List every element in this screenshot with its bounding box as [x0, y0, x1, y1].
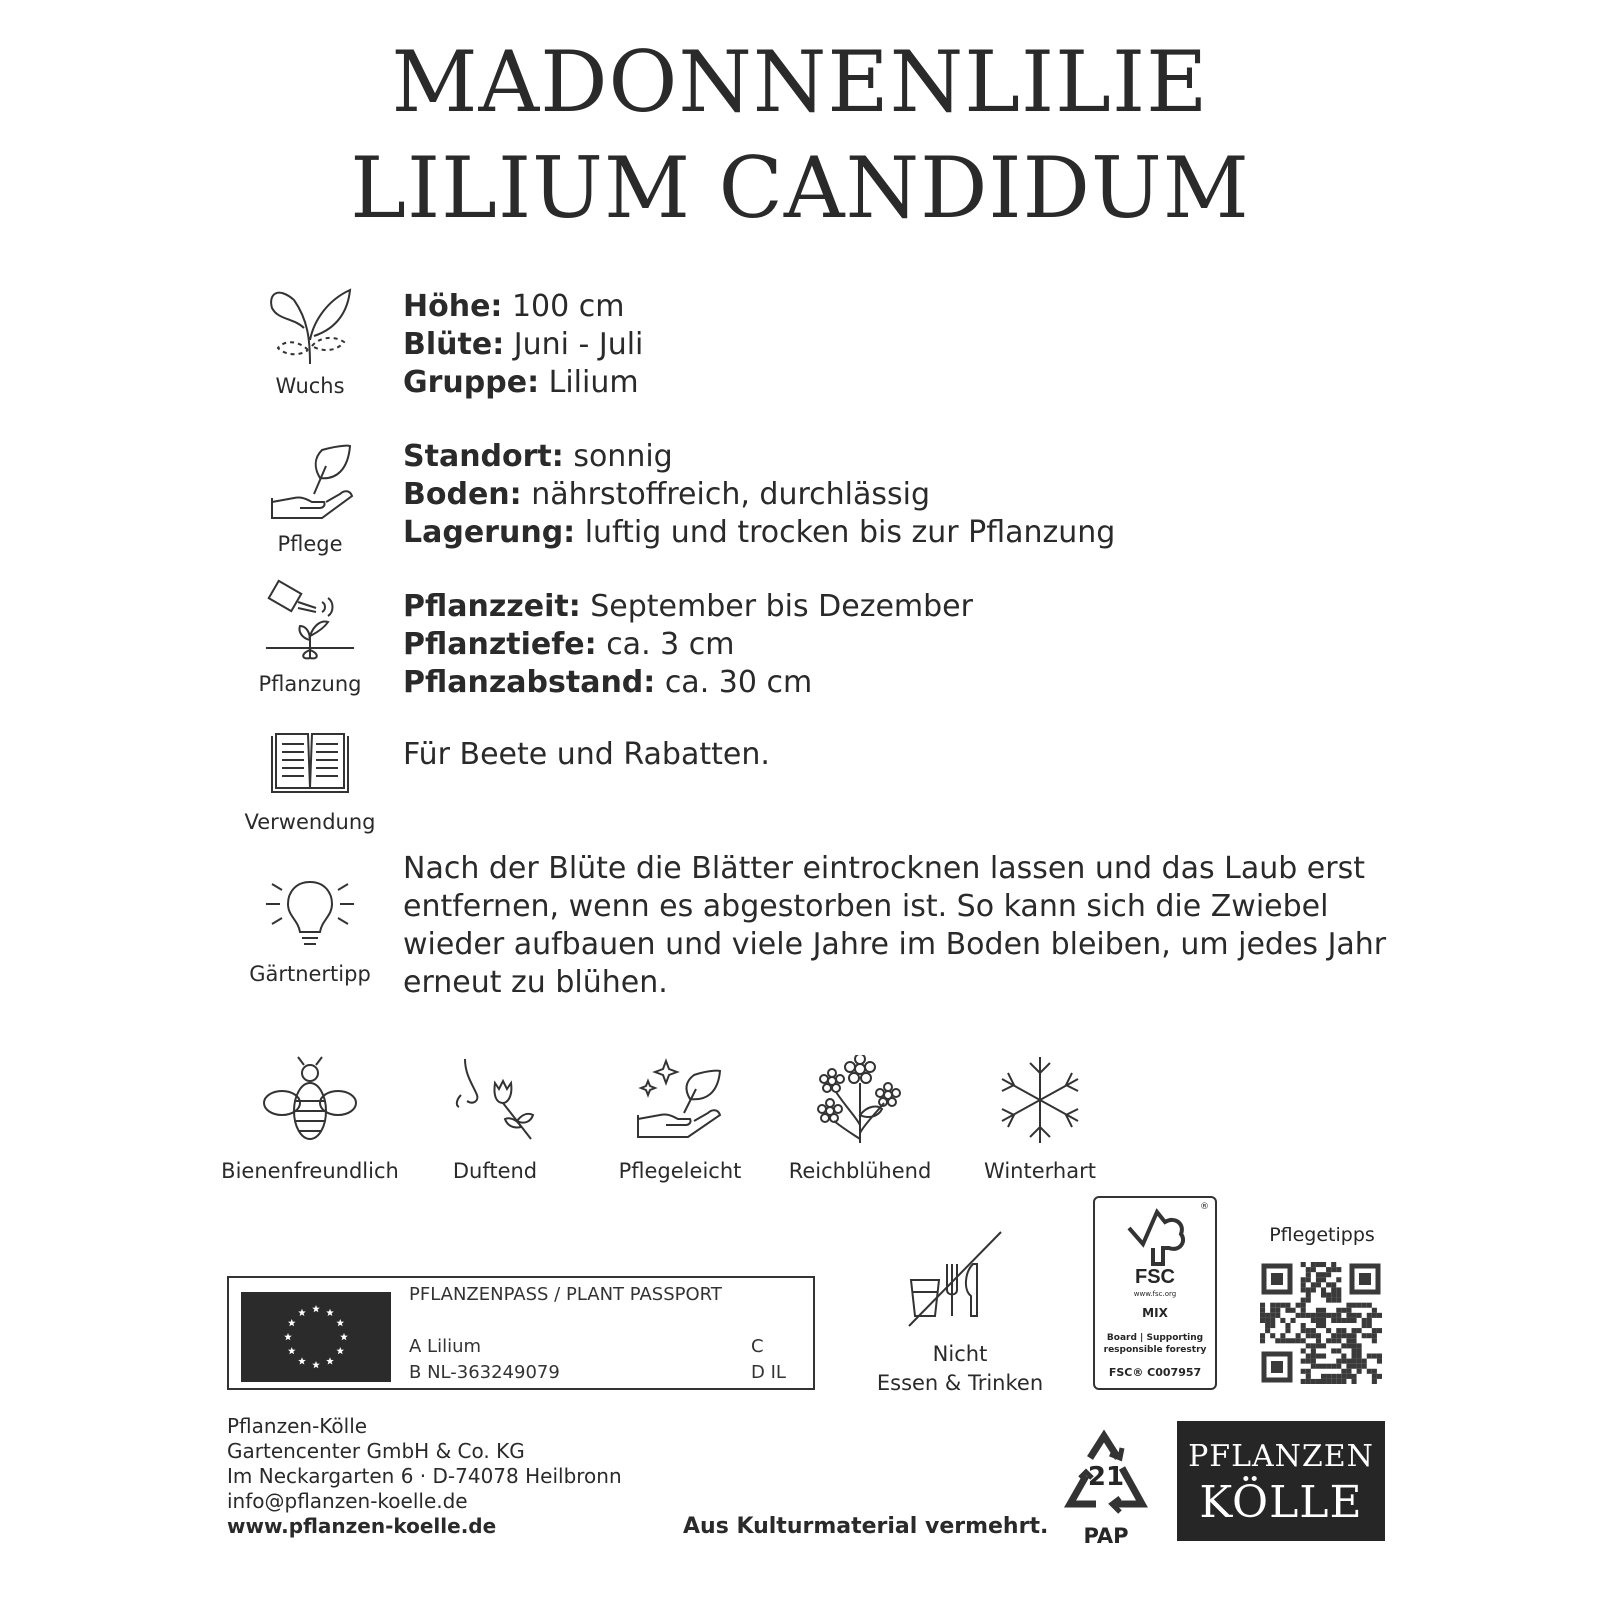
info-row-boden: Boden: nährstoffreich, durchlässig	[403, 477, 930, 512]
property-label: Reichblühend	[788, 1159, 932, 1183]
eu-star	[284, 1333, 292, 1340]
tipp-line-2: entfernen, wenn es abgestorben ist. So kann sich die Zwiebel	[403, 889, 1329, 924]
fsc-tree-icon	[1125, 1208, 1189, 1266]
recycle-number: 21	[1087, 1462, 1125, 1492]
passport-d: D IL	[751, 1362, 786, 1383]
nose-flower-icon	[447, 1055, 543, 1145]
eu-star	[340, 1333, 348, 1340]
property-winterhart	[945, 1055, 1135, 1183]
pflege-info	[403, 438, 1115, 552]
info-row-gruppe: Gruppe: Lilium	[403, 365, 639, 400]
qr-code-icon[interactable]	[1260, 1262, 1382, 1384]
hand-leaf-sparkle-icon	[632, 1055, 728, 1145]
property-label: Winterhart	[984, 1159, 1096, 1183]
wuchs-info	[403, 288, 643, 402]
property-label: Duftend	[452, 1159, 538, 1183]
eu-star	[312, 1305, 320, 1312]
property-label: Pflegeleicht	[618, 1159, 742, 1183]
passport-a: A Lilium	[409, 1336, 482, 1357]
eu-star	[336, 1319, 344, 1326]
info-row-pflanzzeit: Pflanzzeit: September bis Dezember	[403, 589, 973, 624]
info-row-lagerung: Lagerung: luftig und trocken bis zur Pflanzung	[403, 515, 1116, 550]
product-botanical-name: LILIUM CANDIDUM	[350, 139, 1250, 237]
plant-passport	[227, 1276, 815, 1390]
pflege-section-icon	[230, 440, 390, 556]
pflanzung-info	[403, 588, 973, 702]
fsc-label	[1093, 1196, 1217, 1390]
address-email[interactable]: info@pflanzen-koelle.de	[227, 1489, 468, 1513]
eu-star	[298, 1309, 306, 1316]
info-row-hoehe: Höhe: 100 cm	[403, 289, 625, 324]
passport-c: C	[751, 1336, 764, 1357]
passport-title: PFLANZENPASS / PLANT PASSPORT	[409, 1284, 722, 1305]
passport-b: B NL-363249079	[409, 1362, 560, 1383]
property-reichbluehend	[765, 1055, 955, 1183]
verwendung-text: Für Beete und Rabatten.	[403, 737, 770, 772]
tipp-line-4: erneut zu blühen.	[403, 965, 668, 1000]
bee-icon	[262, 1055, 358, 1145]
qr-label: Pflegetipps	[1269, 1224, 1375, 1246]
info-row-standort: Standort: sonnig	[403, 439, 673, 474]
tipp-line-1: Nach der Blüte die Blätter eintrocknen lassen und das Laub erst	[403, 851, 1365, 886]
wuchs-section-icon	[230, 280, 390, 398]
address-website[interactable]: www.pflanzen-koelle.de	[227, 1514, 497, 1538]
fsc-word: FSC	[1135, 1266, 1175, 1288]
tipp-label: Gärtnertipp	[249, 962, 371, 986]
address-line-1: Pflanzen-Kölle	[227, 1414, 368, 1438]
no-eat-drink-icon	[905, 1228, 1005, 1336]
address-line-3: Im Neckargarten 6 · D-74078 Heilbronn	[227, 1464, 622, 1488]
light-bulb-icon	[262, 876, 358, 952]
recycle-code: PAP	[1083, 1524, 1129, 1548]
recycling-icon	[1058, 1428, 1154, 1546]
tipp-info	[403, 850, 1386, 1002]
eu-star	[312, 1361, 320, 1368]
product-title: MADONNENLILIE	[391, 33, 1209, 131]
fsc-mix: MIX	[1142, 1306, 1168, 1320]
logo-line-2: KÖLLE	[1199, 1477, 1363, 1528]
verwendung-label: Verwendung	[244, 810, 376, 834]
property-pflegeleicht	[585, 1055, 775, 1183]
tipp-section-icon	[230, 876, 390, 986]
tipp-line-3: wieder aufbauen und viele Jahre im Boden bleiben, um jedes Jahr	[403, 927, 1387, 962]
pflanzung-label: Pflanzung	[258, 672, 362, 696]
eu-stars-icon	[241, 1292, 391, 1382]
eu-star	[326, 1357, 334, 1364]
address-line-2: Gartencenter GmbH & Co. KG	[227, 1439, 525, 1463]
fsc-code: FSC® C007957	[1108, 1366, 1202, 1379]
not-edible-label: Nicht Essen & Trinken	[876, 1342, 1044, 1395]
hand-leaf-icon	[264, 440, 356, 528]
info-row-pflanzabstand: Pflanzabstand: ca. 30 cm	[403, 665, 813, 700]
property-bienenfreundlich	[215, 1055, 405, 1183]
pflege-label: Pflege	[277, 532, 343, 556]
eu-star	[326, 1309, 334, 1316]
eu-star	[288, 1319, 296, 1326]
company-address	[227, 1414, 622, 1539]
info-row-pflanztiefe: Pflanztiefe: ca. 3 cm	[403, 627, 735, 662]
wuchs-label: Wuchs	[275, 374, 345, 398]
pflanzung-section-icon	[230, 578, 390, 696]
open-book-icon	[268, 730, 352, 800]
verwendung-info	[403, 736, 770, 774]
snowflake-icon	[992, 1055, 1088, 1145]
registered-mark: ®	[1200, 1202, 1209, 1212]
eu-flag-icon	[241, 1292, 391, 1382]
fsc-claim: Board | Supporting responsible forestry	[1103, 1333, 1207, 1355]
watering-can-icon	[262, 578, 358, 668]
property-duftend	[400, 1055, 590, 1183]
plant-leaves-icon	[264, 280, 356, 370]
flowers-icon	[812, 1055, 908, 1145]
eu-star	[298, 1357, 306, 1364]
brand-logo	[1177, 1421, 1385, 1541]
info-row-bluete: Blüte: Juni - Juli	[403, 327, 644, 362]
logo-line-1: PFLANZEN	[1188, 1439, 1374, 1474]
eu-star	[288, 1347, 296, 1354]
fsc-url: www.fsc.org	[1133, 1290, 1177, 1298]
cultivation-note: Aus Kulturmaterial vermehrt.	[683, 1514, 1049, 1539]
property-label: Bienenfreundlich	[221, 1159, 399, 1183]
verwendung-section-icon	[230, 730, 390, 834]
eu-star	[336, 1347, 344, 1354]
